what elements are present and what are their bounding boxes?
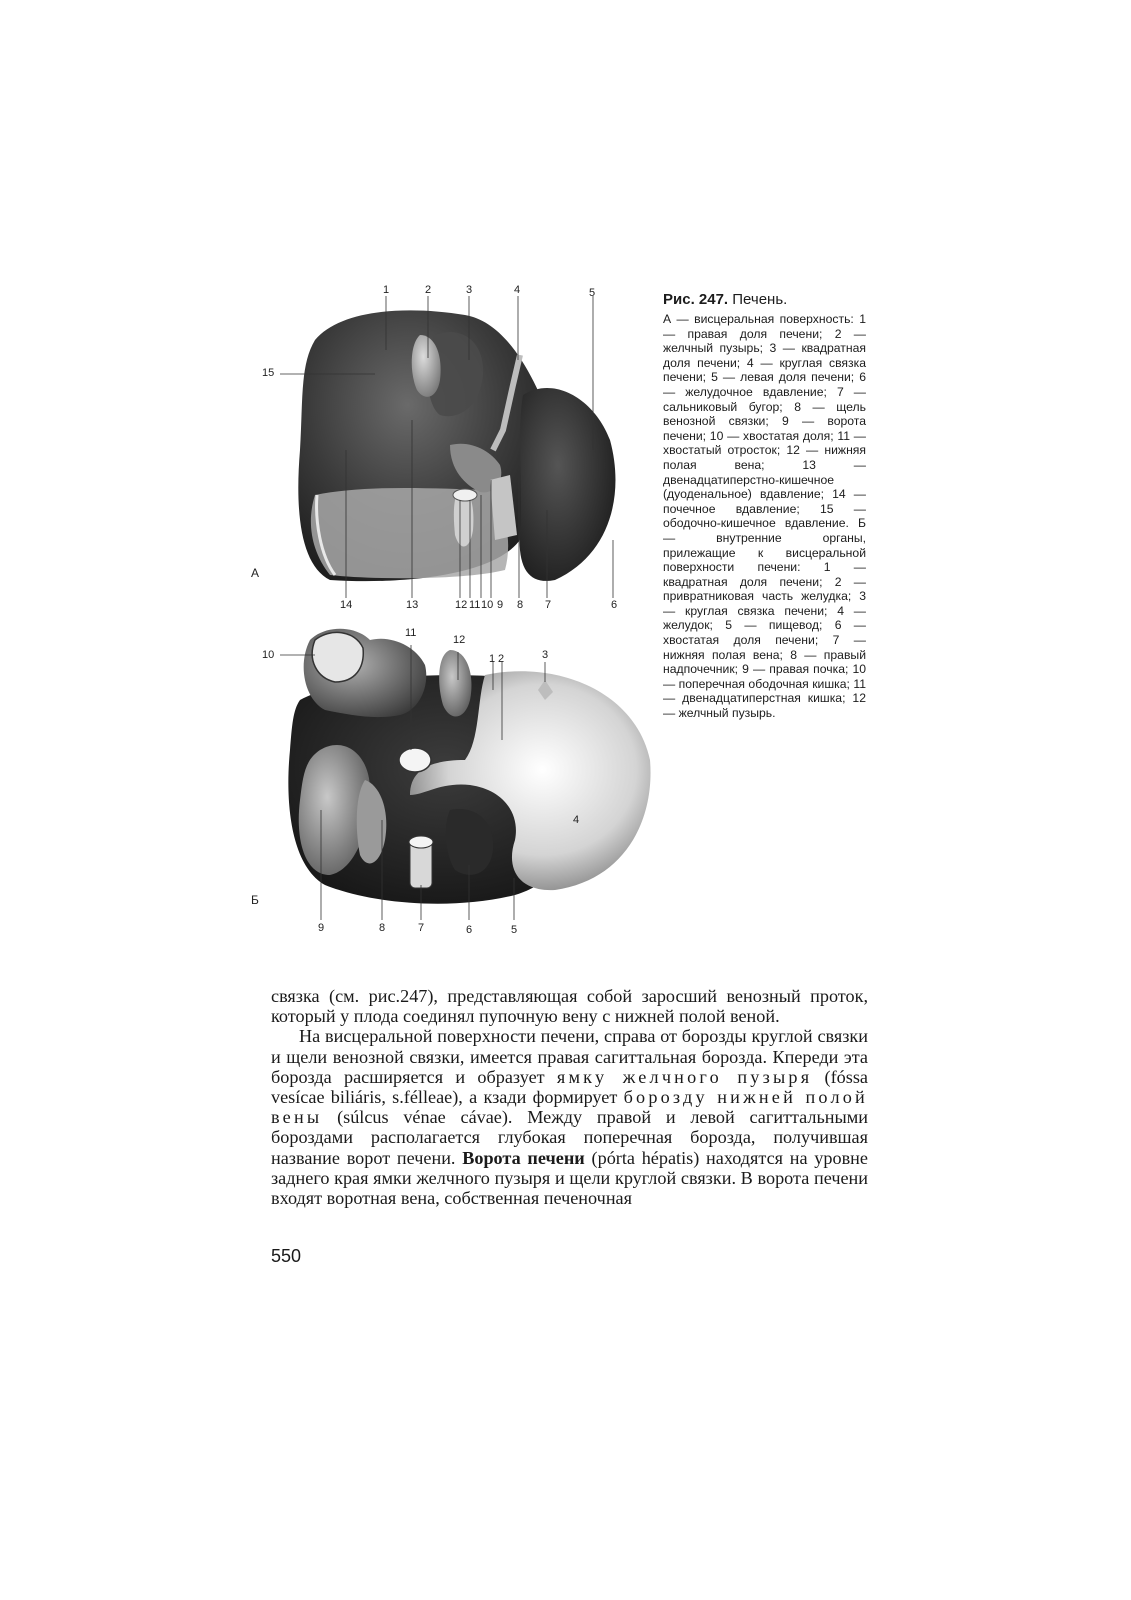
panel-a-label: 13 [406,599,419,611]
panel-b-label: 6 [466,924,473,936]
panel-b-label: 11 [405,627,417,639]
paragraph-2-text-a: На висцеральной поверхности печени, справа от борозды круглой связки и щели венозной связки, имеется правая сагиттальная борозда. Кпереди эта борозда расширяется и образует [271,1026,868,1087]
paragraph-2 [271,1026,868,1208]
panel-a-label: 7 [545,599,552,611]
caption-body: А — висцеральная поверхность: 1 — правая доля печени; 2 — желчный пузырь; 3 — квадратная доля печени; 4 — круглая связка печени; 5 — левая доля печени; 6 — желудочное вдавление; 7 — сальниковый бугор; 8 — щель венозной связки; 9 — ворота печени; 10 — хвостатая доля; 11 — хвостатый отросток; 12 — нижняя полая вена; 13 — двенадцатиперстно-кишечное (дуоденальное) вдавление; 14 — почечное вдавление; 15 — ободочно-кишечное вдавление. Б — внутренние органы, прилежащие к висцеральной поверхности печени: 1 — квадратная доля печени; 2 — привратниковая часть желудка; 3 — круглая связка печени; 4 — желудок; 5 — пищевод; 6 — хвостатая доля печени; 7 — нижняя полая вена; 8 — правый надпочечник; 9 — правая почка; 10 — поперечная ободочная кишка; 11 — двенадцатиперстная кишка; 12 — желчный пузырь. [663,312,866,721]
panel-a-label: 15 [262,367,275,379]
caption-figure-title: Печень. [728,291,788,308]
panel-a-label: 6 [611,599,618,611]
panel-b-label: 4 [573,814,580,826]
panel-a-label: 12 [455,599,468,611]
panel-b-label: 10 [262,649,275,661]
term-gallbladder-fossa: ямку желчного пузыря [556,1066,813,1087]
paragraph-2-text-b: (fóssa vesícae biliáris, s.félleae), а кзади формирует [271,1066,868,1108]
panel-a-label: 14 [340,599,353,611]
panel-b-label: 2 [498,653,505,665]
paragraph-2-text-c: (súlcus vénae cávae). Между правой и левой сагиттальными бороздами располагается глубокая поперечная борозда, получившая название ворот печени. [271,1107,868,1168]
panel-a-label: 3 [466,284,473,296]
panel-a-label: 9 [497,599,504,611]
page-number: 550 [271,1246,302,1266]
paragraph-2-text-d: (pórta hépatis) находятся на уровне заднего края ямки желчного пузыря и щели круглой связки. В ворота печени входят воротная вена, собственная печеночная [271,1147,868,1209]
panel-b-label: 3 [542,649,549,661]
panel-a-label: 5 [589,287,596,299]
caption-figure-number: Рис. 247. [663,291,729,308]
adjacent-organs-illustration [255,620,655,930]
body-text [271,986,868,1208]
panel-a-label: 10 [481,599,494,611]
panel-b-label: 1 [489,653,496,665]
panel-b-label: 9 [318,922,325,934]
panel-a-label: 1 [383,284,390,296]
caption-title [663,290,866,309]
panel-a-label: 4 [514,284,521,296]
panel-b-label: 5 [511,924,518,936]
panel-a-label: 11 [469,599,481,611]
paragraph-1: связка (см. рис.247), представляющая собой заросший венозный проток, который у плода соединял пупочную вену с нижней полой веной. [271,986,868,1027]
panel-a-letter: А [251,566,260,580]
term-porta-hepatis: Ворота печени [462,1147,585,1168]
panel-b-letter: Б [251,893,259,907]
panel-a-label: 2 [425,284,432,296]
figure-caption [663,290,866,721]
liver-visceral-illustration [255,280,645,610]
panel-a-label: 8 [517,599,524,611]
panel-b-label: 12 [453,634,466,646]
panel-b-label: 7 [418,922,425,934]
term-ivc-groove: борозду нижней полой вены [271,1087,868,1128]
panel-b-label: 8 [379,922,386,934]
